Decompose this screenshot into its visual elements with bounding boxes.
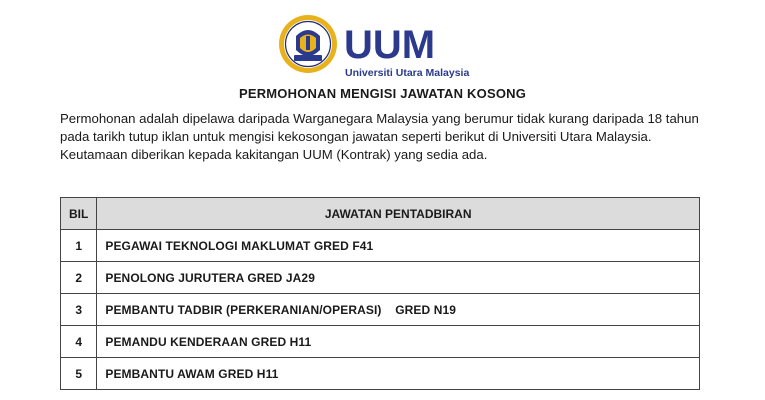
header-jawatan: JAWATAN PENTADBIRAN: [97, 198, 700, 230]
table-row: [61, 358, 700, 390]
table-row: [61, 294, 700, 326]
table-row: [61, 326, 700, 358]
row-number: 4: [61, 326, 97, 358]
table-row: [61, 230, 700, 262]
table-row: [61, 262, 700, 294]
logo-wordmark: UUM: [344, 23, 436, 67]
uum-logo-graphic: [278, 6, 478, 82]
table-header-row: [61, 198, 700, 230]
row-number: 2: [61, 262, 97, 294]
intro-paragraph: Permohonan adalah dipelawa daripada Warganegara Malaysia yang berumur tidak kurang daripada 18 tahun pada tarikh tutup iklan untuk mengisi kekosongan jawatan seperti berikut di Universiti Utara Malaysia. Keutamaan diberikan kepada kakitangan UUM (Kontrak) yang sedia ada.: [60, 111, 699, 162]
page-heading: PERMOHONAN MENGISI JAWATAN KOSONG: [238, 86, 527, 101]
row-number: 3: [61, 294, 97, 326]
header-bil: BIL: [61, 198, 97, 230]
row-position: PENOLONG JURUTERA GRED JA29: [97, 262, 700, 294]
uum-seal-icon: [279, 15, 337, 73]
row-position: PEMBANTU AWAM GRED H11: [97, 358, 700, 390]
logo-subtitle: Universiti Utara Malaysia: [345, 67, 470, 79]
vacancy-table: [60, 197, 700, 390]
row-position: PEGAWAI TEKNOLOGI MAKLUMAT GRED F41: [97, 230, 700, 262]
uum-logo: [278, 6, 478, 82]
row-number: 5: [61, 358, 97, 390]
row-position: PEMANDU KENDERAAN GRED H11: [97, 326, 700, 358]
row-number: 1: [61, 230, 97, 262]
row-position: PEMBANTU TADBIR (PERKERANIAN/OPERASI) GRED N19: [97, 294, 700, 326]
